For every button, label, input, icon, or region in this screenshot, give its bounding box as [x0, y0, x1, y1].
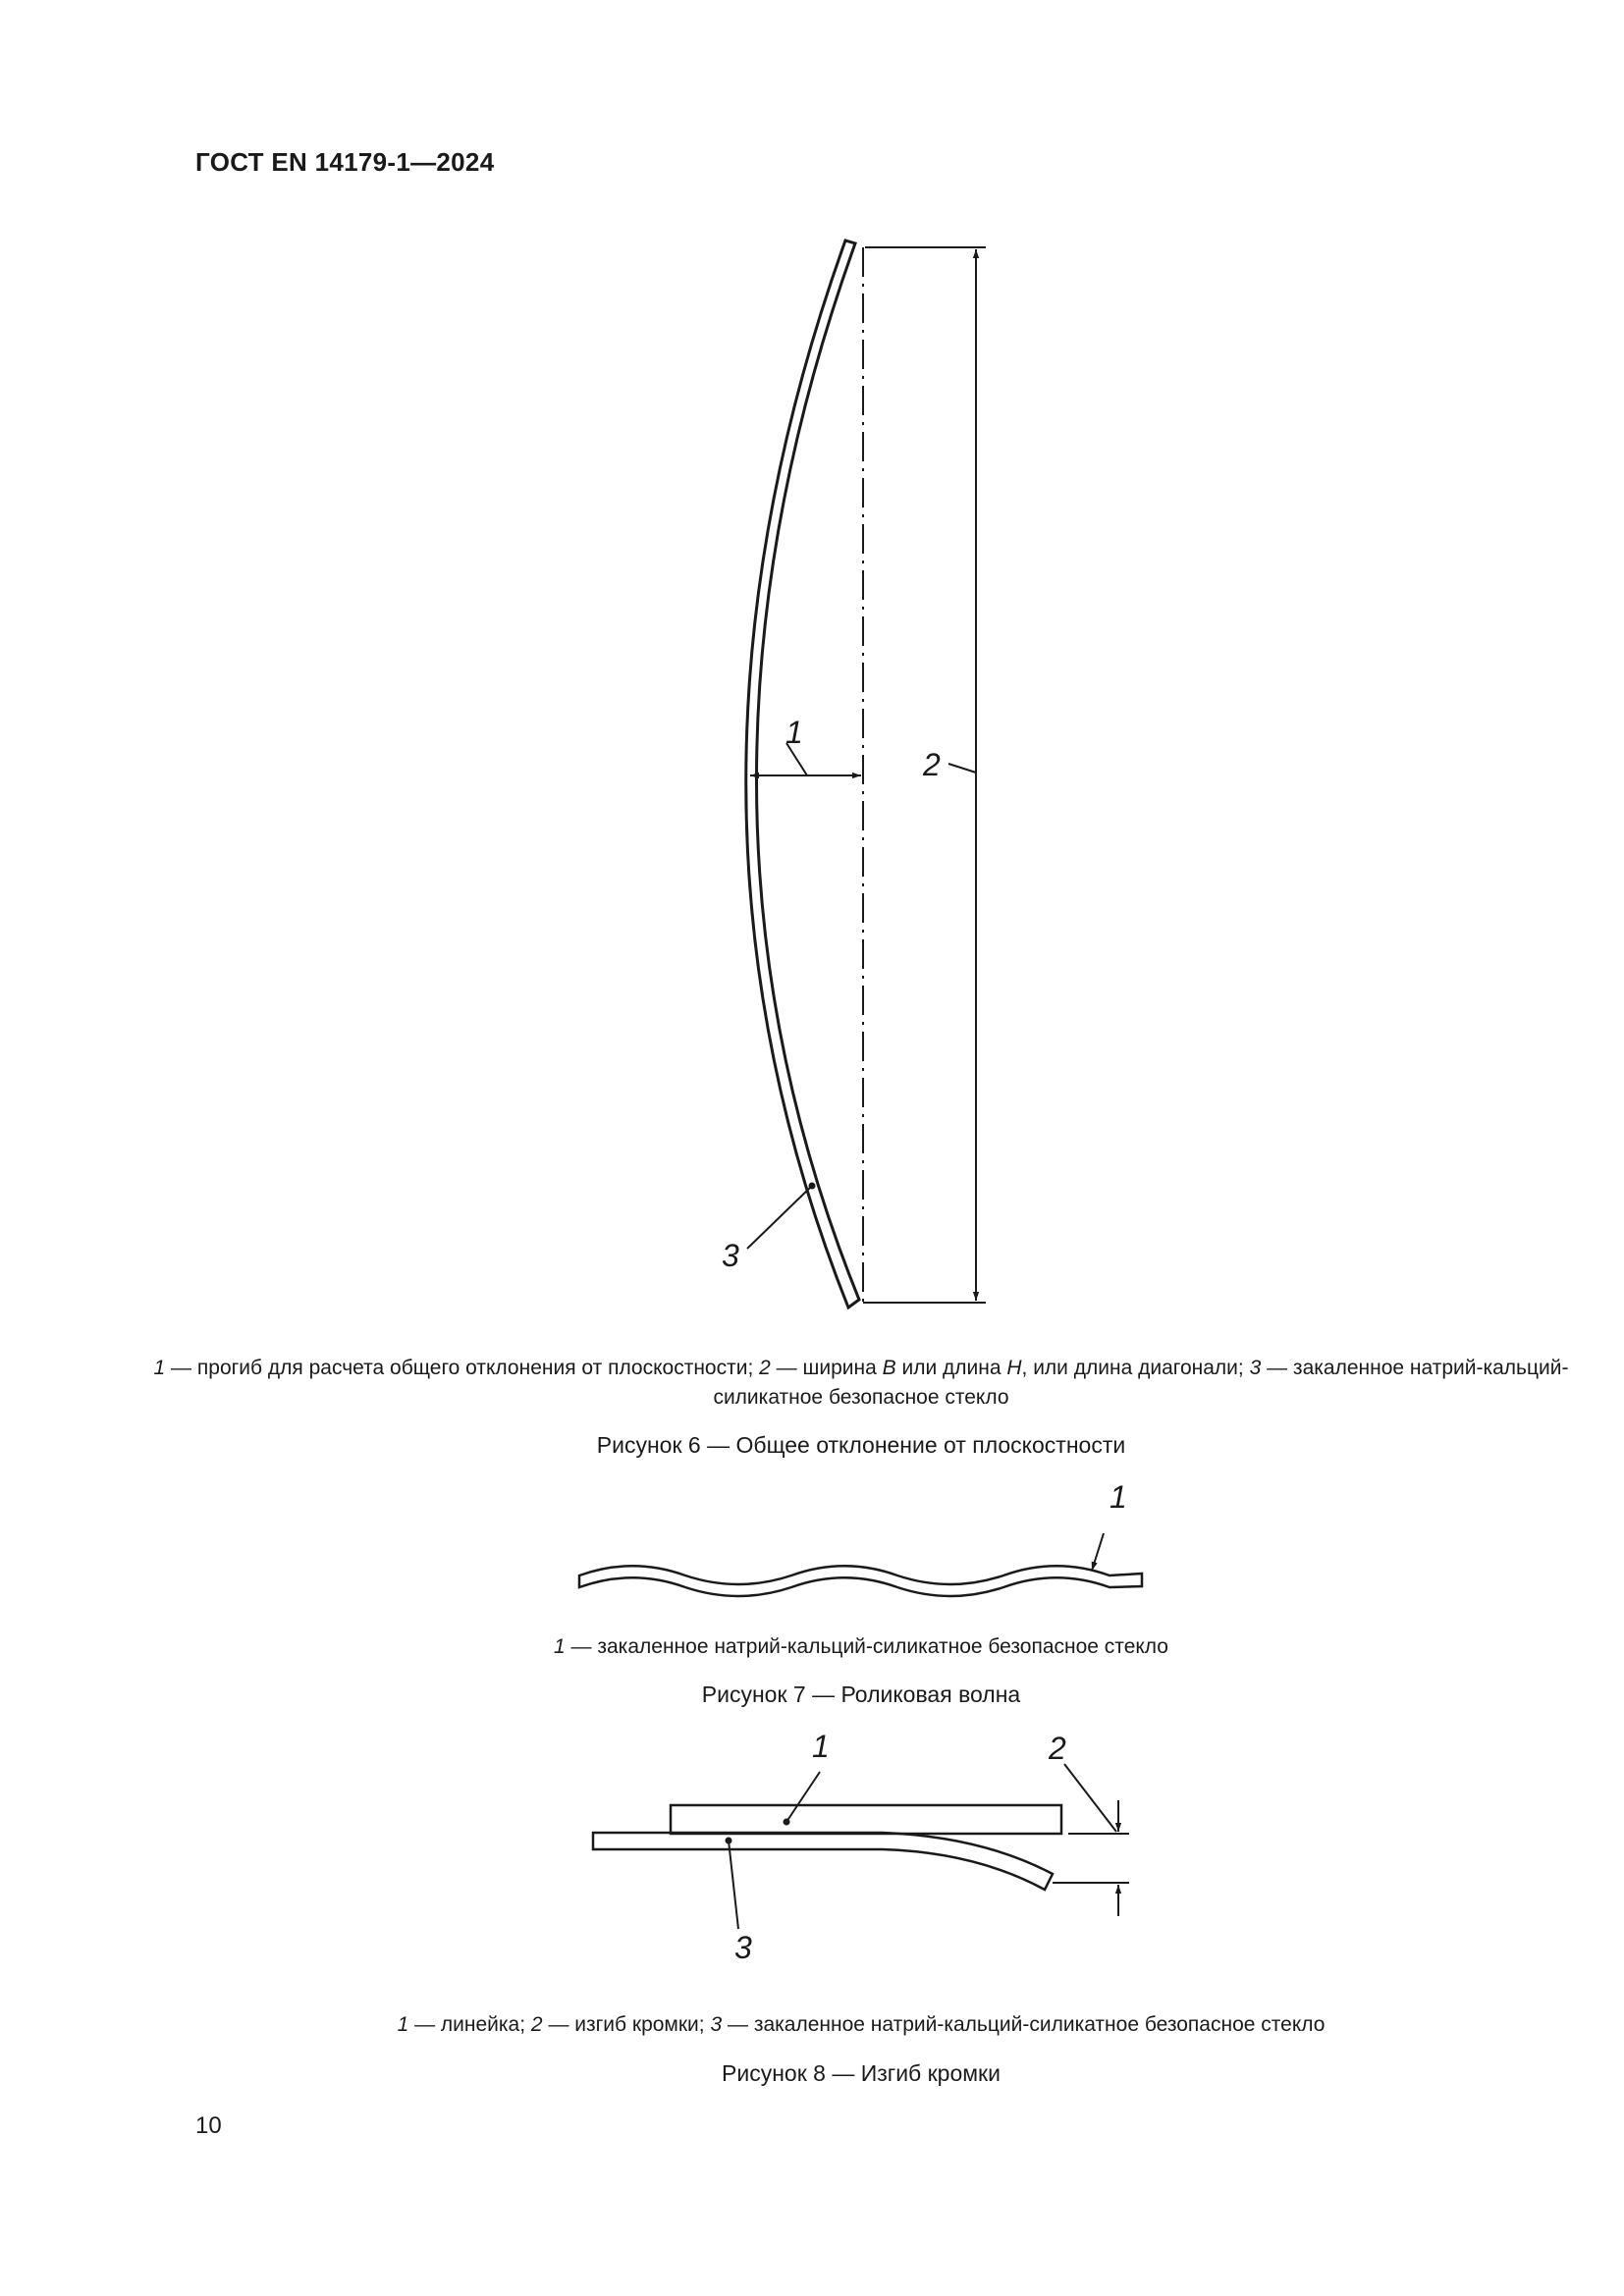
leader-line-3 — [747, 1186, 812, 1249]
figure-8-caption: Рисунок 8 — Изгиб кромки — [722, 2060, 1001, 2086]
figure-7-drawing — [579, 1533, 1142, 1596]
figure-8-label-2: 2 — [1049, 1731, 1066, 1766]
figure-8-label-1: 1 — [812, 1729, 830, 1764]
ruler — [671, 1805, 1061, 1834]
figure-6-label-3: 3 — [722, 1238, 739, 1273]
leader-line-fig8-2 — [1064, 1764, 1116, 1832]
figure-7-label-1: 1 — [1110, 1479, 1127, 1515]
leader-line-fig8-3 — [729, 1841, 738, 1929]
leader-line-2 — [948, 764, 976, 773]
leader-dot-fig8-1 — [784, 1819, 790, 1826]
leader-dot-fig8-3 — [726, 1838, 732, 1844]
figure-8-legend: 1 — линейка; 2 — изгиб кромки; 3 — закаленное натрий-кальций-силикатное безопасное стекло — [397, 2013, 1326, 2036]
roller-wave-glass — [579, 1566, 1142, 1596]
figure-6-label-1: 1 — [785, 715, 803, 750]
glass-with-bent-edge — [593, 1833, 1053, 1890]
figure-6-drawing — [746, 240, 986, 1308]
leader-line-fig8-1 — [786, 1772, 820, 1822]
figure-8-drawing — [593, 1764, 1129, 1929]
figure-6-caption: Рисунок 6 — Общее отклонение от плоскостности — [596, 1432, 1126, 1458]
document-code-header: ГОСТ EN 14179-1—2024 — [195, 147, 495, 177]
leader-dot-3 — [809, 1183, 816, 1190]
figure-8-label-3: 3 — [734, 1930, 752, 1965]
leader-line-fig7-1 — [1092, 1533, 1104, 1571]
figure-7-caption: Рисунок 7 — Роликовая волна — [701, 1682, 1021, 1707]
figure-7-legend: 1 — закаленное натрий-кальций-силикатное безопасное стекло — [554, 1635, 1168, 1658]
figure-6-legend: 1 — прогиб для расчета общего отклонения от плоскостности; 2 — ширина B или длина H, или длина диагонали; 3 — закаленное натрий-кальций-силикатное безопасное стекло — [153, 1357, 1569, 1409]
page-number: 10 — [195, 2112, 222, 2139]
bowed-glass-panel — [746, 240, 859, 1308]
figure-6-label-2: 2 — [923, 747, 941, 782]
